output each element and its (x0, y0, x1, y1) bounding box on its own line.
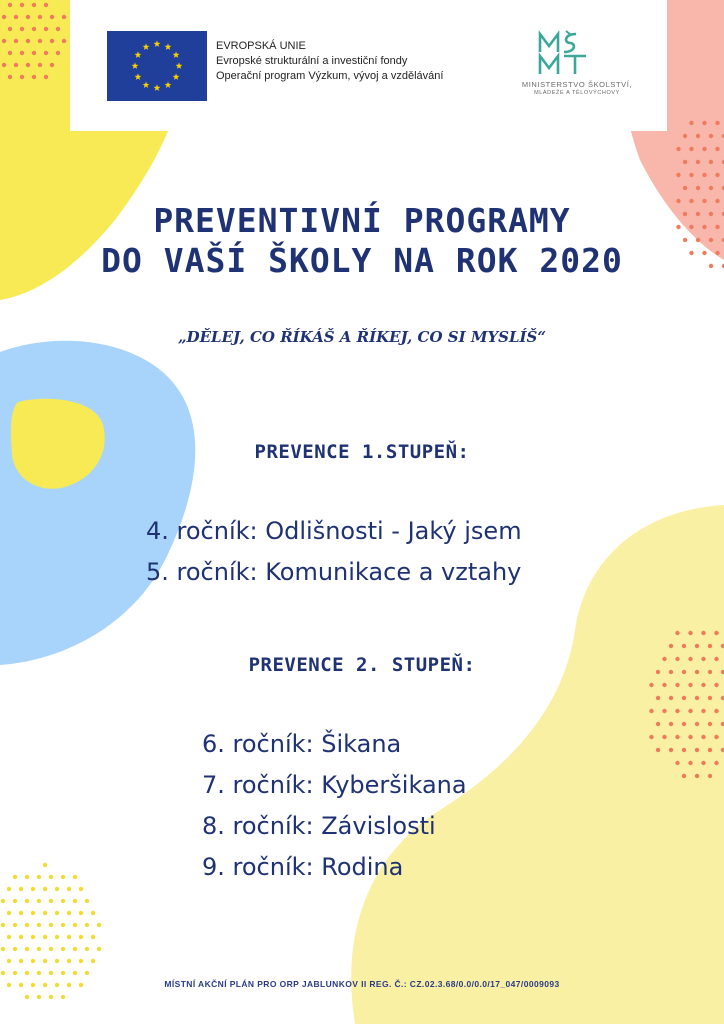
decor-dot (676, 147, 680, 151)
decor-dot (14, 15, 18, 19)
decor-dot (26, 39, 30, 43)
decor-dot (62, 15, 66, 19)
decor-dot (97, 923, 101, 927)
decor-dot (2, 15, 6, 19)
ministry-text-line-1: MINISTERSTVO ŠKOLSTVÍ, (521, 80, 633, 89)
decor-dot (85, 947, 89, 951)
decor-dot (14, 39, 18, 43)
decor-dot (7, 911, 11, 915)
decor-dot (669, 696, 673, 700)
eu-text-line-1: EVROPSKÁ UNIE (216, 40, 306, 52)
decor-dot (8, 51, 12, 55)
decor-dot (44, 75, 48, 79)
decor-dot (37, 995, 41, 999)
decor-dot (676, 173, 680, 177)
decor-dot (649, 735, 653, 739)
decor-dot (2, 63, 6, 67)
decor-dot (709, 160, 713, 164)
decor-dot (649, 709, 653, 713)
decor-dot (31, 887, 35, 891)
decor-dot (675, 709, 679, 713)
decor-dot (56, 27, 60, 31)
decor-dot (13, 923, 17, 927)
decor-dot (61, 971, 65, 975)
decor-dot (682, 748, 686, 752)
decor-dot (675, 683, 679, 687)
decor-dot (79, 935, 83, 939)
decor-dot (26, 15, 30, 19)
decor-dot (91, 911, 95, 915)
decor-dot (44, 51, 48, 55)
decor-dot (714, 631, 718, 635)
list-item: 8. ročník: Závislosti (202, 812, 436, 840)
decor-dot (67, 887, 71, 891)
section-heading-stage-2: PREVENCE 2. STUPEŇ: (248, 654, 476, 676)
decor-dot (708, 644, 712, 648)
decor-dot (683, 160, 687, 164)
decor-dot (702, 121, 706, 125)
decor-dot (688, 735, 692, 739)
decor-dot (25, 875, 29, 879)
decor-dot (61, 947, 65, 951)
section-heading-stage-1: PREVENCE 1.STUPEŇ: (254, 441, 470, 463)
decor-dot (19, 959, 23, 963)
decor-dot (50, 15, 54, 19)
decor-dot (38, 39, 42, 43)
decor-dot (714, 761, 718, 765)
decor-dot (682, 696, 686, 700)
list-item: 9. ročník: Rodina (202, 853, 404, 881)
decor-dot (675, 735, 679, 739)
decor-dot (20, 3, 24, 7)
decor-dot (708, 722, 712, 726)
motto: „DĚLEJ, CO ŘÍKÁŠ A ŘÍKEJ, CO SI MYSLÍŠ“ (177, 328, 547, 346)
footer-registration: MÍSTNÍ AKČNÍ PLÁN PRO ORP JABLUNKOV II REG. Č.: CZ.02.3.68/0.0/0.0/17_047/0009093 (164, 979, 560, 989)
list-item: 6. ročník: Šikana (202, 730, 402, 758)
decor-dot (25, 923, 29, 927)
eu-text-line-2: Evropské strukturální a investiční fondy (216, 55, 408, 67)
decor-dot (696, 134, 700, 138)
decor-dot (49, 875, 53, 879)
list-item: 7. ročník: Kyberšikana (202, 771, 467, 799)
decor-dot (714, 709, 718, 713)
decor-dot (702, 147, 706, 151)
decor-dot (656, 696, 660, 700)
decor-dot (656, 722, 660, 726)
decor-dot (696, 186, 700, 190)
decor-dot (688, 761, 692, 765)
decor-dot (67, 911, 71, 915)
decor-dot (43, 863, 47, 867)
decor-dot (61, 995, 65, 999)
decor-dot (43, 887, 47, 891)
decor-dot (32, 3, 36, 7)
decor-dot (682, 722, 686, 726)
decor-dot (715, 173, 719, 177)
decor-dot (13, 971, 17, 975)
list-item: 4. ročník: Odlišnosti - Jaký jsem (146, 517, 522, 545)
decor-dot (669, 748, 673, 752)
decor-dot (61, 923, 65, 927)
decor-dot (43, 935, 47, 939)
decor-dot (715, 147, 719, 151)
decor-dot (701, 761, 705, 765)
decor-dot (44, 27, 48, 31)
decor-dot (19, 935, 23, 939)
decor-dot (1, 947, 5, 951)
decor-dot (37, 923, 41, 927)
decor-dot (50, 63, 54, 67)
decor-dot (683, 186, 687, 190)
stage-2-program-list (202, 724, 467, 888)
decor-dot (701, 735, 705, 739)
decor-dot (709, 186, 713, 190)
decor-dot (31, 911, 35, 915)
decor-dot (49, 923, 53, 927)
decor-dot (656, 748, 660, 752)
decor-dot (13, 947, 17, 951)
decor-dot (73, 899, 77, 903)
decor-dot (662, 735, 666, 739)
decor-dot (79, 911, 83, 915)
decor-dot (708, 696, 712, 700)
header-logo-bar (70, 0, 667, 131)
decor-dot (25, 947, 29, 951)
decor-dot (32, 75, 36, 79)
decor-dot (1, 923, 5, 927)
decor-dot (85, 971, 89, 975)
decor-dot (14, 63, 18, 67)
decor-dot (61, 899, 65, 903)
decor-dot (714, 735, 718, 739)
decor-dot (695, 774, 699, 778)
decor-dot (79, 959, 83, 963)
decor-dot (31, 959, 35, 963)
decor-dot (7, 935, 11, 939)
decor-dot (37, 971, 41, 975)
decor-dot (67, 935, 71, 939)
list-item: 5. ročník: Komunikace a vztahy (146, 558, 522, 586)
decor-dot (702, 173, 706, 177)
decor-dot (37, 899, 41, 903)
decor-dot (8, 27, 12, 31)
decor-dot (688, 709, 692, 713)
decor-dot (682, 774, 686, 778)
decor-dot (56, 51, 60, 55)
decor-dot (73, 875, 77, 879)
decor-dot (25, 971, 29, 975)
decor-dot (695, 644, 699, 648)
decor-dot (696, 160, 700, 164)
decor-dot (49, 971, 53, 975)
decor-dot (49, 899, 53, 903)
decor-dot (662, 709, 666, 713)
ministry-text-line-2: MLÁDEŽE A TĚLOVÝCHOVY (534, 90, 620, 96)
decor-dot (32, 27, 36, 31)
decor-dot (7, 959, 11, 963)
decor-dot (688, 631, 692, 635)
decor-dot (26, 63, 30, 67)
decor-dot (62, 39, 66, 43)
decor-dot (683, 134, 687, 138)
decor-dot (38, 63, 42, 67)
decor-dot (55, 935, 59, 939)
decor-dot (7, 887, 11, 891)
decor-dot (662, 683, 666, 687)
decor-dot (701, 683, 705, 687)
decor-dot (20, 75, 24, 79)
decor-dot (714, 683, 718, 687)
decor-dot (13, 875, 17, 879)
decor-dot (32, 51, 36, 55)
decor-dot (38, 15, 42, 19)
decor-dot (25, 899, 29, 903)
decor-dot (688, 683, 692, 687)
decor-dot (2, 39, 6, 43)
eu-text-line-3: Operační program Výzkum, vývoj a vzdělávání (216, 70, 444, 82)
decor-dot (44, 3, 48, 7)
decor-dot (8, 75, 12, 79)
decor-dot (675, 631, 679, 635)
decor-dot (97, 947, 101, 951)
decor-dot (20, 51, 24, 55)
decor-dot (79, 887, 83, 891)
decor-dot (43, 911, 47, 915)
decor-dot (85, 923, 89, 927)
decor-dot (669, 644, 673, 648)
decor-dot (49, 995, 53, 999)
decor-dot (695, 696, 699, 700)
eu-text-block (216, 39, 496, 84)
stage-1-program-list (146, 511, 522, 593)
decor-dot (85, 899, 89, 903)
decor-dot (50, 39, 54, 43)
decor-dot (708, 774, 712, 778)
decor-dot (55, 959, 59, 963)
title-line-2: DO VAŠÍ ŠKOLY NA ROK 2020 (101, 241, 623, 280)
decor-dot (20, 27, 24, 31)
decor-dot (649, 683, 653, 687)
decor-dot (13, 899, 17, 903)
decor-dot (689, 173, 693, 177)
decor-dot (49, 947, 53, 951)
decor-dot (689, 121, 693, 125)
decor-dot (8, 3, 12, 7)
decor-dot (675, 761, 679, 765)
decor-dot (73, 947, 77, 951)
decor-dot (695, 722, 699, 726)
decor-dot (67, 959, 71, 963)
decor-dot (669, 722, 673, 726)
decor-dot (91, 959, 95, 963)
decor-dot (709, 134, 713, 138)
decor-dot (682, 644, 686, 648)
decor-dot (73, 971, 77, 975)
decor-dot (715, 121, 719, 125)
decor-dot (37, 875, 41, 879)
decor-dot (37, 947, 41, 951)
ministry-text-block (502, 80, 652, 97)
decor-dot (73, 923, 77, 927)
decor-dot (701, 709, 705, 713)
page-title (0, 201, 724, 281)
decor-dot (19, 887, 23, 891)
decor-dot (55, 887, 59, 891)
decor-dot (61, 875, 65, 879)
decor-dot (1, 971, 5, 975)
decor-dot (19, 911, 23, 915)
decor-dot (31, 935, 35, 939)
decor-dot (1, 899, 5, 903)
decor-dot (55, 911, 59, 915)
decor-dot (701, 631, 705, 635)
title-line-1: PREVENTIVNÍ PROGRAMY (153, 201, 571, 240)
decor-dot (43, 959, 47, 963)
decor-dot (708, 748, 712, 752)
msmt-logo-icon (536, 30, 596, 78)
eu-flag-icon (107, 31, 207, 101)
decor-dot (689, 147, 693, 151)
decor-dot (91, 935, 95, 939)
blue-blob-left (0, 341, 195, 665)
decor-dot (25, 995, 29, 999)
decor-dot (695, 748, 699, 752)
